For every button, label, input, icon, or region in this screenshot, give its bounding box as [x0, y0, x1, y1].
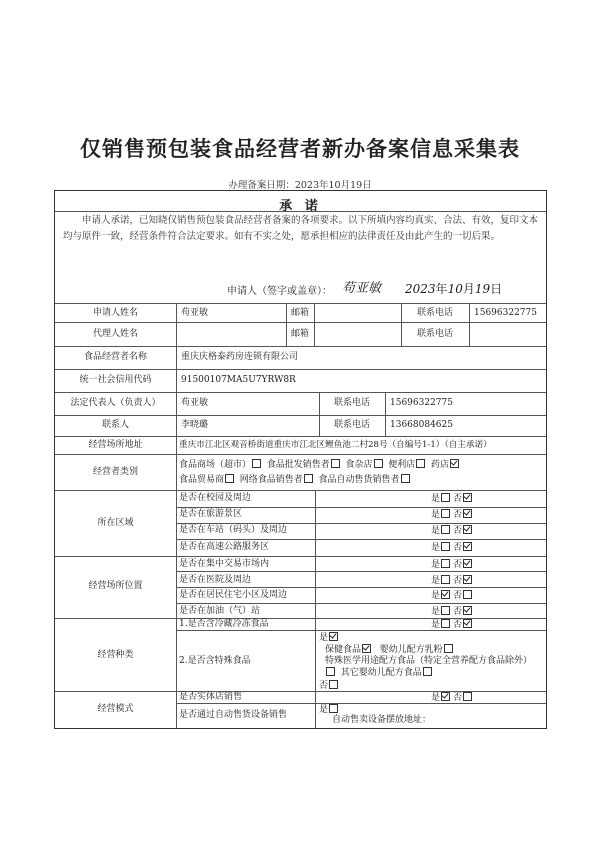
area-station-no-checkbox[interactable]: [463, 525, 472, 534]
contact-phone-label: 联系电话: [333, 420, 370, 430]
frozen-no-checkbox[interactable]: [463, 619, 472, 628]
frozen-no-label: 否: [453, 620, 463, 630]
area-scenic-yes-checkbox[interactable]: [441, 509, 450, 518]
loc-gas-no-checkbox[interactable]: [463, 606, 472, 615]
area-highway-yes-checkbox[interactable]: [441, 542, 450, 551]
type-grocery-label: 食杂店: [345, 460, 373, 470]
area-scenic-no-checkbox[interactable]: [463, 509, 472, 518]
loc-gas-yes-label: 是: [431, 607, 441, 617]
address-value: 重庆市江北区观音桥街道重庆市江北区鲤鱼池二村28号（自编号1-1）（自主承诺）: [179, 440, 492, 450]
credit-code-value: 91500107MA5U7YRW8R: [181, 375, 296, 385]
signature-year: 2023: [405, 282, 436, 296]
category-label: 经营种类: [97, 650, 134, 660]
physical-yes-label: 是: [431, 693, 441, 703]
loc-residential-yes-label: 是: [431, 591, 441, 601]
area-highway-no-checkbox[interactable]: [463, 542, 472, 551]
agent-postal-label: 邮箱: [290, 329, 309, 339]
type-wholesale-label: 食品批发销售者: [266, 460, 330, 470]
page-title: 仅销售预包装食品经营者新办备案信息采集表: [80, 136, 520, 161]
type-supermarket-label: 食品商场（超市）: [179, 460, 252, 470]
agent-phone-label: 联系电话: [416, 329, 453, 339]
mode-label: 经营模式: [97, 704, 134, 714]
physical-question: 是否实体店销售: [179, 692, 243, 702]
loc-residential-yes-checkbox[interactable]: [441, 590, 450, 599]
area-station-no-label: 否: [453, 526, 463, 536]
info-form: [54, 190, 547, 729]
area-highway-yes-label: 是: [431, 543, 441, 553]
special-question: 2.是否含特殊食品: [179, 656, 251, 666]
area-campus-yes-checkbox[interactable]: [441, 493, 450, 502]
vending-yes-label: 是: [319, 705, 329, 715]
type-wholesale-checkbox[interactable]: [331, 459, 340, 468]
area-highway-no-label: 否: [453, 543, 463, 553]
medical-formula-label: 特殊医学用途配方食品（特定全营养配方食品除外）: [325, 656, 533, 666]
area-row-campus-label: 是否在校园及周边: [179, 493, 252, 503]
contact-person-value: 李晓璐: [181, 420, 209, 430]
type-pharmacy-checkbox[interactable]: [450, 459, 459, 468]
type-convenience-label: 便利店: [388, 460, 416, 470]
physical-yes-checkbox[interactable]: [441, 692, 450, 701]
special-no-checkbox[interactable]: [329, 680, 338, 689]
operator-type-label: 经营者类别: [92, 467, 138, 477]
area-scenic-no-label: 否: [453, 510, 463, 520]
loc-row-gas-label: 是否在加油（气）站: [179, 606, 261, 616]
loc-residential-no-checkbox[interactable]: [463, 590, 472, 599]
frozen-yes-label: 是: [431, 620, 441, 630]
type-vending-label: 食品自动售货销售者: [318, 475, 400, 485]
loc-row-market-label: 是否在集中交易市场内: [179, 559, 270, 569]
applicant-phone-label: 联系电话: [416, 308, 453, 318]
area-scenic-yes-label: 是: [431, 510, 441, 520]
location-label: 经营场所位置: [88, 581, 143, 591]
health-food-checkbox[interactable]: [362, 644, 371, 653]
pledge-heading: 承 诺: [279, 199, 322, 214]
vending-question: 是否通过自动售货设备销售: [179, 710, 288, 720]
loc-hospital-yes-checkbox[interactable]: [441, 575, 450, 584]
other-infant-label: 其它婴幼儿配方食品: [340, 668, 422, 678]
medical-formula-checkbox[interactable]: [326, 667, 335, 676]
divider: [55, 211, 546, 212]
loc-market-yes-label: 是: [431, 560, 441, 570]
type-pharmacy-label: 药店: [431, 460, 450, 470]
signature-month: 10: [447, 282, 463, 296]
area-row-scenic-label: 是否在旅游景区: [179, 509, 243, 519]
other-infant-checkbox[interactable]: [423, 667, 432, 676]
legal-rep-label: 法定代表人（负责人）: [70, 398, 161, 408]
physical-no-checkbox[interactable]: [463, 692, 472, 701]
loc-hospital-no-label: 否: [453, 576, 463, 586]
signature-name: 苟亚敏: [342, 281, 382, 296]
loc-hospital-no-checkbox[interactable]: [463, 575, 472, 584]
area-campus-no-checkbox[interactable]: [463, 493, 472, 502]
address-label: 经营场所地址: [88, 440, 143, 450]
loc-row-hospital-label: 是否在医院及周边: [179, 575, 252, 585]
type-supermarket-checkbox[interactable]: [252, 459, 261, 468]
applicant-phone-value: 15696322775: [474, 308, 537, 318]
contact-phone-value: 13668084625: [390, 420, 453, 430]
type-trader-checkbox[interactable]: [225, 474, 234, 483]
loc-row-residential-label: 是否在居民住宅小区及周边: [179, 590, 288, 600]
area-campus-yes-label: 是: [431, 494, 441, 504]
infant-formula-checkbox[interactable]: [444, 644, 453, 653]
signature-day: 19: [474, 282, 491, 296]
agent-name-label: 代理人姓名: [92, 329, 138, 339]
area-row-highway-label: 是否在高速公路服务区: [179, 542, 270, 552]
vending-address-label: 自动售卖设备摆放地址：: [332, 715, 432, 725]
special-yes-checkbox[interactable]: [329, 632, 338, 641]
credit-code-label: 统一社会信用代码: [79, 375, 152, 385]
contact-person-label: 联系人: [101, 420, 129, 430]
area-campus-no-label: 否: [453, 494, 463, 504]
type-convenience-checkbox[interactable]: [416, 459, 425, 468]
applicant-name-label: 申请人姓名: [92, 308, 138, 318]
operator-name-label: 食品经营者名称: [83, 352, 147, 362]
applicant-name-value: 苟亚敏: [181, 308, 209, 318]
loc-market-no-label: 否: [453, 560, 463, 570]
legal-rep-phone-label: 联系电话: [333, 398, 370, 408]
area-station-yes-checkbox[interactable]: [441, 525, 450, 534]
loc-gas-yes-checkbox[interactable]: [441, 606, 450, 615]
type-online-label: 网络食品销售者: [239, 475, 303, 485]
loc-hospital-yes-label: 是: [431, 576, 441, 586]
pledge-text: 申请人承诺，已知晓仅销售预包装食品经营者备案的各项要求。以下所填内容均真实、合法、有效，复印文本均与原件一致，经营条件符合法定要求。如有不实之处，愿承担相应的法律责任及由此产生的一切后果。: [63, 215, 539, 242]
vending-yes-checkbox[interactable]: [329, 704, 338, 713]
area-station-yes-label: 是: [431, 526, 441, 536]
frozen-question: 1.是否含冷藏冷冻食品: [179, 619, 269, 629]
physical-no-label: 否: [453, 693, 463, 703]
type-grocery-checkbox[interactable]: [374, 459, 383, 468]
year-char: 年: [435, 282, 448, 296]
loc-residential-no-label: 否: [453, 591, 463, 601]
legal-rep-value: 苟亚敏: [181, 398, 209, 408]
month-char: 月: [462, 282, 475, 296]
loc-market-no-checkbox[interactable]: [463, 559, 472, 568]
postal-label: 邮箱: [290, 308, 309, 318]
loc-gas-no-label: 否: [453, 607, 463, 617]
signature-label: 申请人（签字或盖章）：: [227, 286, 332, 297]
type-online-checkbox[interactable]: [304, 474, 313, 483]
type-trader-label: 食品贸易商: [179, 475, 225, 485]
operator-type-line1: [179, 459, 459, 471]
day-char: 日: [490, 282, 503, 296]
operator-type-line2: [179, 474, 410, 486]
legal-rep-phone-value: 15696322775: [390, 398, 453, 408]
infant-formula-label: 婴幼儿配方乳粉: [379, 645, 443, 655]
filing-date: 办理备案日期：2023年10月19日: [228, 180, 372, 191]
area-label: 所在区域: [97, 518, 134, 528]
frozen-yes-checkbox[interactable]: [441, 619, 450, 628]
special-no-label: 否: [319, 681, 329, 691]
special-yes-label: 是: [319, 633, 329, 643]
type-vending-checkbox[interactable]: [401, 474, 410, 483]
area-row-station-label: 是否在车站（码头）及周边: [179, 525, 288, 535]
operator-name-value: 重庆庆格泰药房连锁有限公司: [181, 352, 299, 362]
loc-market-yes-checkbox[interactable]: [441, 559, 450, 568]
health-food-label: 保健食品: [325, 645, 362, 655]
